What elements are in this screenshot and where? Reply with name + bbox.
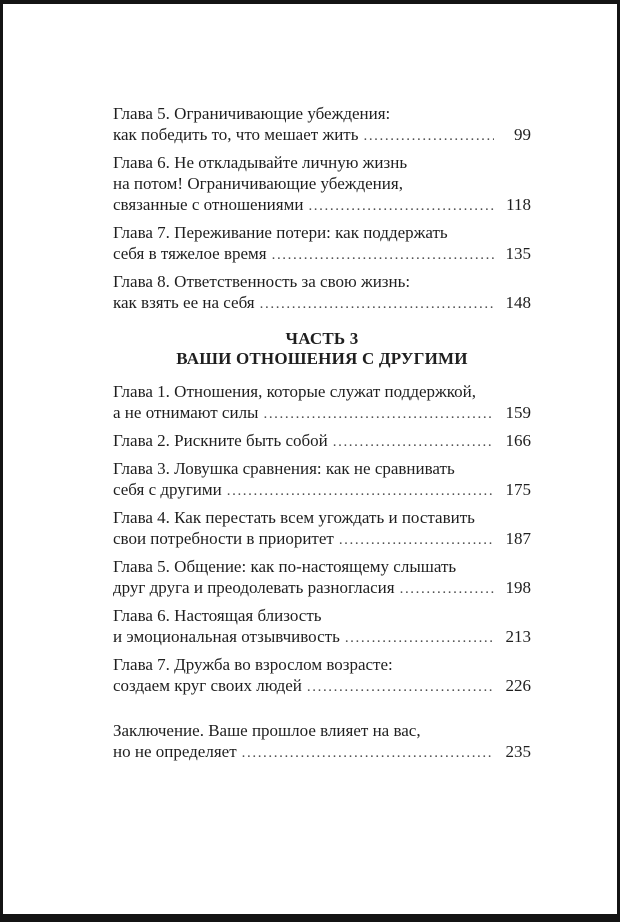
toc-entry-line: себя с другими: [113, 480, 222, 499]
toc-entry: [113, 605, 531, 649]
toc-entry-last-line: [113, 292, 531, 315]
toc-entry-last-line: [113, 430, 531, 453]
toc-conclusion: [113, 720, 531, 764]
toc-entry-line: свои потребности в приоритет: [113, 529, 334, 548]
dot-leader: [272, 245, 494, 266]
page-number: 99: [514, 125, 531, 144]
page-number: 198: [505, 578, 531, 597]
toc-entry: [113, 507, 531, 551]
page-number: 235: [505, 742, 531, 761]
dot-leader: [363, 126, 494, 147]
toc-entry-line: Глава 3. Ловушка сравнения: как не сравнивать: [113, 459, 455, 478]
dot-leader: [260, 294, 494, 315]
toc-entry-line: Заключение. Ваше прошлое влияет на вас,: [113, 721, 421, 740]
toc-entry-line: как взять ее на себя: [113, 293, 255, 312]
toc-entry: [113, 556, 531, 600]
toc-entry-last-line: [113, 741, 531, 764]
dot-leader: [345, 628, 494, 649]
page-number: 118: [506, 195, 531, 214]
toc-entry-last-line: [113, 402, 531, 425]
toc-entry: [113, 152, 531, 217]
toc-entry-line: как победить то, что мешает жить: [113, 125, 359, 144]
toc-entries-part2: [113, 103, 531, 315]
toc-entry-line: Глава 7. Дружба во взрослом возрасте:: [113, 655, 393, 674]
toc-entry-last-line: [113, 243, 531, 266]
toc-entry-line: Глава 6. Не откладывайте личную жизнь: [113, 153, 408, 172]
page-number: 166: [505, 431, 531, 450]
toc-entry: [113, 381, 531, 425]
toc-entry-line: Глава 2. Рискните быть собой: [113, 431, 328, 450]
table-of-contents: [3, 4, 617, 764]
toc-entry-last-line: [113, 124, 531, 147]
page-number: 175: [505, 480, 531, 499]
toc-entry-line: на потом! Ограничивающие убеждения,: [113, 174, 403, 193]
page-number: 159: [505, 403, 531, 422]
part3-heading: [113, 329, 531, 369]
toc-entry-line: но не определяет: [113, 742, 237, 761]
toc-entry-last-line: [113, 528, 531, 551]
toc-entry-line: связанные с отношениями: [113, 195, 304, 214]
toc-entry-line: и эмоциональная отзывчивость: [113, 627, 340, 646]
toc-entries-part3: [113, 381, 531, 698]
toc-entry: [113, 430, 531, 453]
toc-entry-line: Глава 8. Ответственность за свою жизнь:: [113, 272, 411, 291]
part-title: ВАШИ ОТНОШЕНИЯ С ДРУГИМИ: [176, 349, 468, 368]
toc-entry-last-line: [113, 626, 531, 649]
dot-leader: [400, 579, 494, 600]
toc-entry-line: друг друга и преодолевать разногласия: [113, 578, 395, 597]
dot-leader: [227, 481, 494, 502]
toc-entry-line: Глава 7. Переживание потери: как поддержать: [113, 223, 448, 242]
dot-leader: [333, 432, 494, 453]
dot-leader: [339, 530, 494, 551]
page-number: 213: [505, 627, 531, 646]
toc-entry-line: Глава 4. Как перестать всем угождать и поставить: [113, 508, 475, 527]
toc-entry-line: а не отнимают силы: [113, 403, 259, 422]
dot-leader: [307, 677, 494, 698]
part-number: ЧАСТЬ 3: [285, 329, 359, 348]
toc-entry: [113, 458, 531, 502]
toc-entry-line: Глава 5. Общение: как по-настоящему слышать: [113, 557, 457, 576]
page-number: 135: [505, 244, 531, 263]
dot-leader: [242, 743, 494, 764]
toc-entry-last-line: [113, 675, 531, 698]
toc-entry-line: себя в тяжелое время: [113, 244, 267, 263]
toc-entry-last-line: [113, 577, 531, 600]
toc-entry: [113, 654, 531, 698]
toc-entry-line: создаем круг своих людей: [113, 676, 302, 695]
toc-entry-line: Глава 6. Настоящая близость: [113, 606, 322, 625]
toc-entry: [113, 222, 531, 266]
dot-leader: [263, 404, 494, 425]
toc-entry-line: Глава 1. Отношения, которые служат поддержкой,: [113, 382, 477, 401]
page-number: 148: [505, 293, 531, 312]
toc-entry: [113, 720, 531, 764]
toc-entry-last-line: [113, 194, 531, 217]
toc-entry: [113, 271, 531, 315]
dot-leader: [308, 196, 494, 217]
page-number: 226: [505, 676, 531, 695]
toc-entry-last-line: [113, 479, 531, 502]
page-number: 187: [505, 529, 531, 548]
toc-entry-line: Глава 5. Ограничивающие убеждения:: [113, 104, 391, 123]
toc-entry: [113, 103, 531, 147]
